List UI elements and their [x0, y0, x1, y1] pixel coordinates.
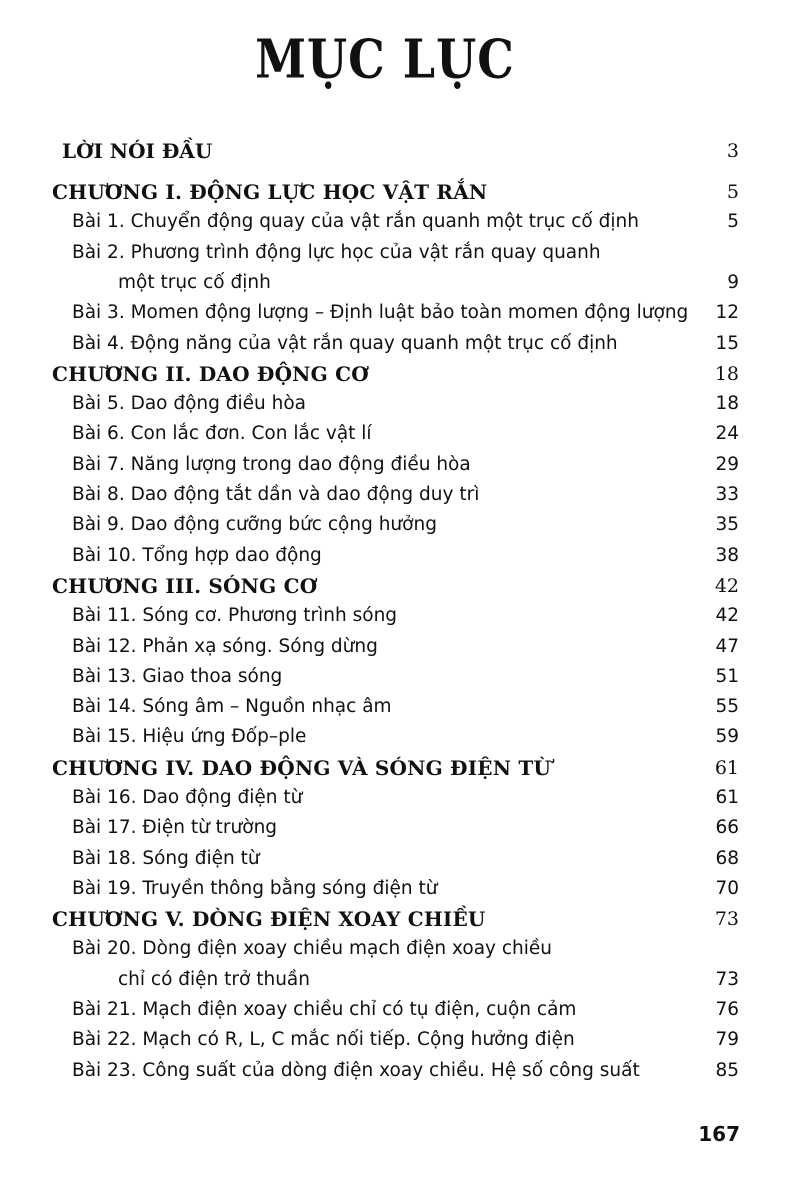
toc-entry-page: 18 [714, 363, 739, 385]
toc-entry-label: Bài 14. Sóng âm – Nguồn nhạc âm [72, 696, 392, 717]
toc-entry-page: 38 [715, 545, 739, 566]
toc-entry-page: 76 [715, 999, 739, 1020]
toc-entry-label: Bài 16. Dao động điện từ [72, 787, 303, 808]
toc-lesson [0, 298, 800, 328]
toc-entry-label: Bài 8. Dao động tắt dần và dao động duy trì [72, 484, 480, 505]
toc-entry-label: chỉ có điện trở thuần [118, 969, 310, 990]
toc-lesson [0, 389, 800, 419]
toc-lesson [0, 450, 800, 480]
toc-lesson [0, 510, 800, 540]
toc-entry-page: 70 [715, 878, 739, 899]
toc-entry-label: Bài 11. Sóng cơ. Phương trình sóng [72, 605, 398, 626]
toc-entry-label: CHƯƠNG I. ĐỘNG LỰC HỌC VẬT RẮN [52, 180, 488, 204]
toc-lesson [0, 844, 800, 874]
toc-entry-label: Bài 6. Con lắc đơn. Con lắc vật lí [72, 423, 372, 444]
toc-entry-page: 18 [715, 393, 739, 414]
toc-entry-page: 79 [715, 1029, 739, 1050]
toc-entry-page: 33 [715, 484, 739, 505]
toc-entry-page: 61 [715, 787, 739, 808]
toc-chapter [0, 359, 800, 389]
toc-entry-page: 47 [715, 636, 739, 657]
toc-entry-label: Bài 13. Giao thoa sóng [72, 666, 283, 687]
toc-entry-page: 73 [715, 969, 739, 990]
toc-lesson [0, 207, 800, 237]
toc-chapter [0, 753, 800, 783]
toc-lesson [0, 995, 800, 1025]
toc-entry-label: Bài 5. Dao động điều hòa [72, 393, 307, 414]
toc-entry-label: Bài 20. Dòng điện xoay chiều mạch điện xoay chiều [72, 938, 553, 959]
toc-lesson [0, 1025, 800, 1055]
toc-entry-label: Bài 9. Dao động cưỡng bức cộng hưởng [72, 514, 437, 535]
toc-entry-label: một trục cố định [118, 272, 271, 293]
toc-lesson [0, 934, 800, 964]
toc-lesson [0, 238, 800, 268]
toc-entry-label: Bài 23. Công suất của dòng điện xoay chiều. Hệ số công suất [72, 1060, 640, 1081]
toc-entry-page: 5 [726, 181, 739, 203]
toc-entry-label: Bài 19. Truyền thông bằng sóng điện từ [72, 878, 438, 899]
toc-entry-page: 85 [715, 1060, 739, 1081]
toc-entry-page: 9 [727, 272, 739, 293]
toc-front-matter [0, 136, 800, 166]
toc-lesson [0, 632, 800, 662]
toc-entry-label: Bài 7. Năng lượng trong dao động điều hòa [72, 454, 471, 475]
toc-entry-label: Bài 10. Tổng hợp dao động [72, 545, 322, 566]
toc-entry-page: 61 [714, 757, 739, 779]
toc-lesson [0, 662, 800, 692]
toc-lesson [0, 722, 800, 752]
page-title: MỤC LỤC [255, 28, 515, 91]
toc-lesson [0, 329, 800, 359]
toc-entry-page: 24 [715, 423, 739, 444]
toc-entry-label: CHƯƠNG IV. DAO ĐỘNG VÀ SÓNG ĐIỆN TỪ [52, 756, 552, 780]
toc-entry-label: CHƯƠNG V. DÒNG ĐIỆN XOAY CHIỀU [52, 907, 486, 931]
toc-entry-page: 29 [715, 454, 739, 475]
toc-entry-page: 68 [715, 848, 739, 869]
toc-entry-label: Bài 22. Mạch có R, L, C mắc nối tiếp. Cộng hưởng điện [72, 1029, 575, 1050]
toc-chapter [0, 177, 800, 207]
toc-entry-page: 35 [715, 514, 739, 535]
toc-entry-label: Bài 12. Phản xạ sóng. Sóng dừng [72, 636, 378, 657]
toc-entry-label: Bài 2. Phương trình động lực học của vật rắn quay quanh [72, 242, 601, 263]
toc-lesson-continuation [0, 965, 800, 995]
toc-entry-page: 73 [714, 908, 739, 930]
toc-entry-label: Bài 3. Momen động lượng – Định luật bảo toàn momen động lượng [72, 302, 689, 323]
toc-entry-page: 5 [727, 211, 739, 232]
toc-entry-page: 3 [726, 140, 739, 162]
toc-entry-page: 51 [715, 666, 739, 687]
toc-entry-page: 15 [715, 333, 739, 354]
toc-entry-page: 12 [715, 302, 739, 323]
toc-entry-label: Bài 1. Chuyển động quay của vật rắn quanh một trục cố định [72, 211, 639, 232]
toc-lesson [0, 692, 800, 722]
toc-entry-label: Bài 15. Hiệu ứng Đốp–ple [72, 726, 307, 747]
toc-lesson [0, 601, 800, 631]
toc-chapter [0, 904, 800, 934]
toc-entry-page: 55 [715, 696, 739, 717]
toc-entry-label: CHƯƠNG II. DAO ĐỘNG CƠ [52, 362, 369, 386]
toc-lesson [0, 480, 800, 510]
toc-lesson [0, 783, 800, 813]
toc-entry-label: Bài 21. Mạch điện xoay chiều chỉ có tụ điện, cuộn cảm [72, 999, 577, 1020]
toc-entry-page: 59 [715, 726, 739, 747]
toc-entry-page: 42 [714, 575, 739, 597]
toc-lesson [0, 813, 800, 843]
toc-chapter [0, 571, 800, 601]
toc-entry-label: LỜI NÓI ĐẦU [62, 139, 213, 163]
toc-lesson [0, 541, 800, 571]
toc-entry-label: CHƯƠNG III. SÓNG CƠ [52, 574, 318, 598]
toc-lesson [0, 419, 800, 449]
toc-lesson [0, 874, 800, 904]
page-number: 167 [698, 1122, 740, 1146]
toc-entry-page: 42 [715, 605, 739, 626]
toc-entry-label: Bài 4. Động năng của vật rắn quay quanh một trục cố định [72, 333, 618, 354]
toc-entry-label: Bài 18. Sóng điện từ [72, 848, 260, 869]
toc-lesson-continuation [0, 268, 800, 298]
toc-entry-label: Bài 17. Điện từ trường [72, 817, 278, 838]
toc-lesson [0, 1056, 800, 1086]
toc-entry-page: 66 [715, 817, 739, 838]
